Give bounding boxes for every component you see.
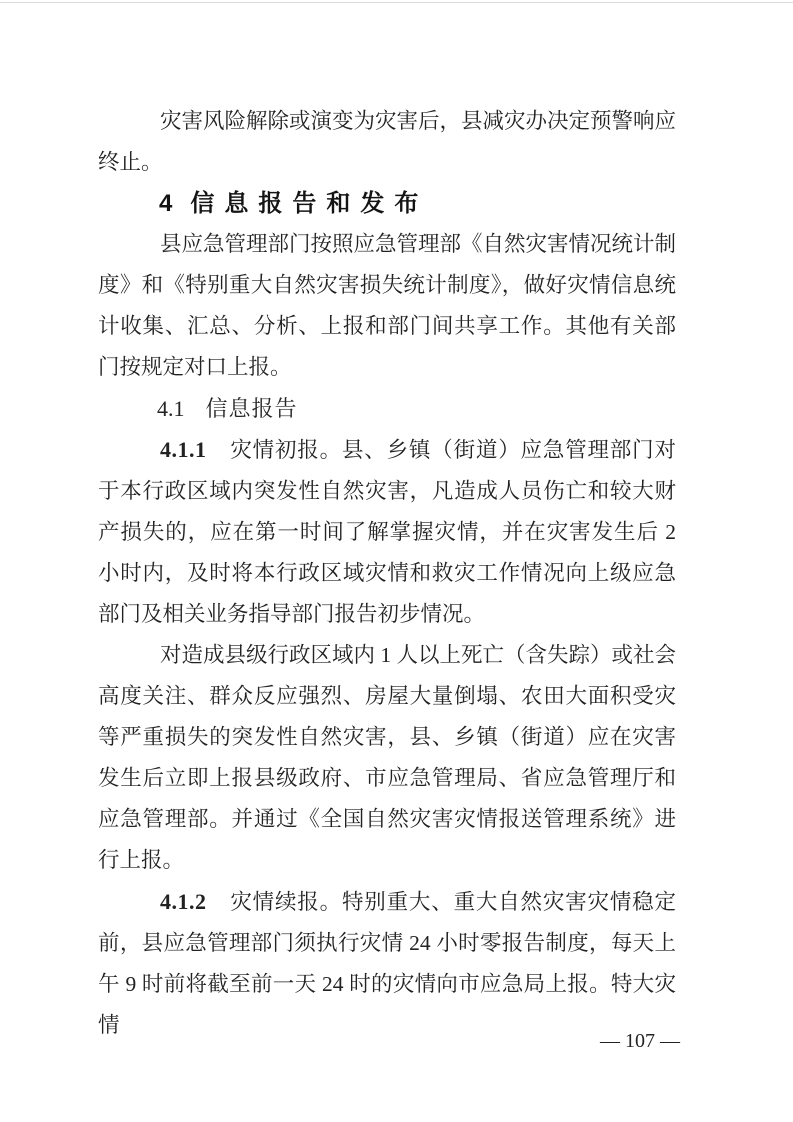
subsection-heading-4-1 [98, 388, 676, 429]
document-content [98, 101, 676, 1046]
subsection-number: 4.1 [157, 396, 185, 421]
clause-number-4-1-1: 4.1.1 [160, 437, 207, 462]
clause-number-4-1-2: 4.1.2 [160, 889, 207, 914]
paragraph-severe-disaster-reporting: 对造成县级行政区域内 1 人以上死亡（含失踪）或社会高度关注、群众反应强烈、房屋大量倒塌、农田大面积受灾等严重损失的突发性自然灾害，县、乡镇（街道）应在灾害发生后立即上报县级政府、市应急管理局、省应急管理厅和应急管理部。并通过《全国自然灾害灾情报送管理系统》进行上报。 [98, 643, 677, 872]
section-heading-4 [98, 183, 676, 224]
clause-text-4-1-1: 灾情初报。县、乡镇（街道）应急管理部门对于本行政区域内突发性自然灾害，凡造成人员伤亡和较大财产损失的，应在第一时间了解掌握灾情，并在灾害发生后 2 小时内，及时将本行政区域灾情和救灾工作情况向上级应急部门及相关业务指导部门报告初步情况。 [98, 438, 676, 626]
scan-edge-artifact [0, 2, 793, 3]
paragraph-4-1-1 [98, 429, 676, 635]
page-number: — 107 — [600, 1030, 680, 1052]
paragraph-4-1-2 [98, 881, 676, 1046]
paragraph-statistics-system: 县应急管理部门按照应急管理部《自然灾害情况统计制度》和《特别重大自然灾害损失统计制度》，做好灾情信息统计收集、汇总、分析、上报和部门间共享工作。其他有关部门按规定对口上报。 [98, 232, 677, 379]
section-title: 信息报告和发布 [190, 190, 429, 217]
section-number: 4 [159, 190, 173, 217]
clause-text-4-1-2: 灾情续报。特别重大、重大自然灾害灾情稳定前，县应急管理部门须执行灾情 24 小时零报告制度，每天上午 9 时前将截至前一天 24 时的灾情向市应急局上报。特大灾情 [98, 890, 676, 1037]
subsection-title: 信息报告 [205, 396, 298, 421]
paragraph-warning-termination: 灾害风险解除或演变为灾害后，县减灾办决定预警响应终止。 [98, 109, 677, 174]
